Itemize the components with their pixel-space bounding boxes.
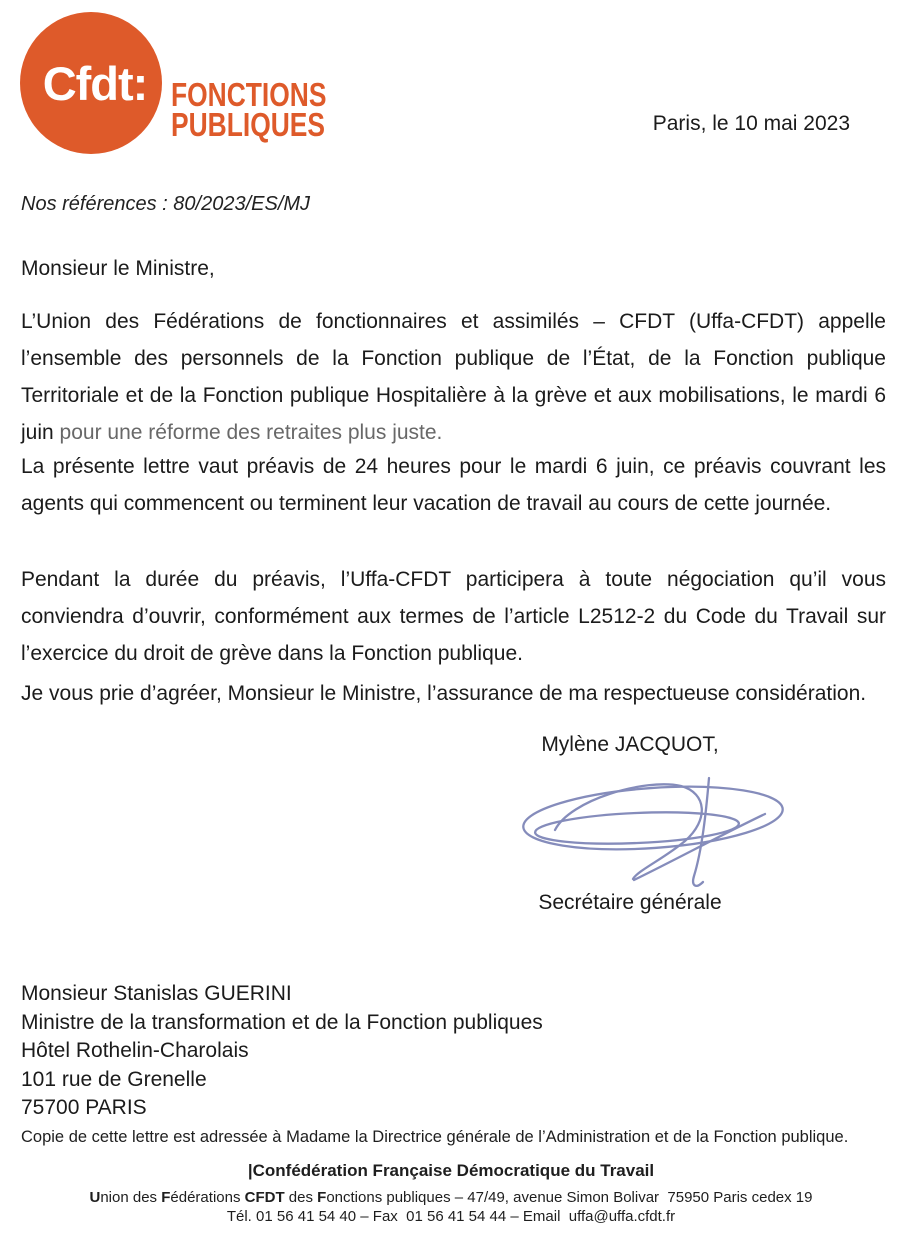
- recipient-line: Ministre de la transformation et de la Fonction publiques: [21, 1010, 543, 1034]
- salutation: Monsieur le Ministre,: [21, 257, 215, 280]
- recipient-line: 75700 PARIS: [21, 1096, 147, 1119]
- footer-address-text: édérations: [170, 1189, 245, 1206]
- logo-wordmark-line2: PUBLIQUES: [171, 106, 326, 143]
- cfdt-logo-text: Cfdt:: [42, 56, 148, 110]
- recipient-block: [21, 980, 543, 1123]
- signer-name: Mylène JACQUOT,: [541, 733, 719, 756]
- signer-title: Secrétaire générale: [538, 891, 722, 914]
- paragraph-1: [21, 303, 886, 451]
- closing-paragraph: Je vous prie d’agréer, Monsieur le Ministre, l’assurance de ma respectueuse considération.: [21, 682, 867, 705]
- recipient-line: 101 rue de Grenelle: [21, 1067, 207, 1091]
- recipient-line: Monsieur Stanislas GUERINI: [21, 982, 292, 1005]
- paragraph-3: Pendant la durée du préavis, l’Uffa-CFDT participera à toute négociation qu’il vous conviendra d’ouvrir, conformément aux termes de l’article L2512-2 du Code du Travail sur l’exercice du droit de grève dans la Fonction publique.: [21, 568, 886, 665]
- footer-contact: Tél. 01 56 41 54 40 – Fax 01 56 41 54 44 – Email uffa@uffa.cfdt.fr: [226, 1208, 676, 1225]
- cfdt-logo-icon: [20, 12, 162, 154]
- footer: [0, 1161, 902, 1226]
- paragraph-1-highlight: pour une réforme des retraites plus juste.: [59, 421, 443, 444]
- recipient-line: Hôtel Rothelin-Charolais: [21, 1039, 249, 1062]
- dateline: Paris, le 10 mai 2023: [652, 112, 850, 135]
- signature-image: [485, 768, 885, 898]
- footer-address-bold: U: [89, 1189, 101, 1206]
- logo-wordmark: [171, 76, 327, 143]
- footer-address-text: onctions publiques – 47/49, avenue Simon Bolivar 75950 Paris cedex 19: [326, 1189, 813, 1206]
- footer-address-bold: F: [161, 1189, 171, 1206]
- paragraph-2: La présente lettre vaut préavis de 24 heures pour le mardi 6 juin, ce préavis couvrant les agents qui commencent ou terminent leur vacation de travail au cours de cette journée.: [21, 455, 886, 515]
- logo-wordmark-line1: FONCTIONS: [171, 76, 327, 113]
- footer-organization: |Confédération Française Démocratique du Travail: [247, 1161, 655, 1180]
- paragraph-1-main: L’Union des Fédérations de fonctionnaires et assimilés – CFDT (Uffa-CFDT) appelle l’ensemble des personnels de la Fonction publique de l’État, de la Fonction publique Territoriale et de la Fonction publique Hospitalière à la grève et aux mobilisations, le mardi 6 juin: [21, 310, 886, 444]
- footer-address: [0, 1188, 902, 1207]
- footer-address-bold: F: [317, 1189, 327, 1206]
- reference-line: Nos références : 80/2023/ES/MJ: [21, 193, 311, 215]
- copy-note: Copie de cette lettre est adressée à Madame la Directrice générale de l’Administration et de la Fonction publique.: [21, 1128, 849, 1146]
- footer-address-bold: CFDT: [244, 1189, 285, 1206]
- footer-address-text: des: [284, 1189, 318, 1206]
- footer-address-text: nion des: [100, 1189, 162, 1206]
